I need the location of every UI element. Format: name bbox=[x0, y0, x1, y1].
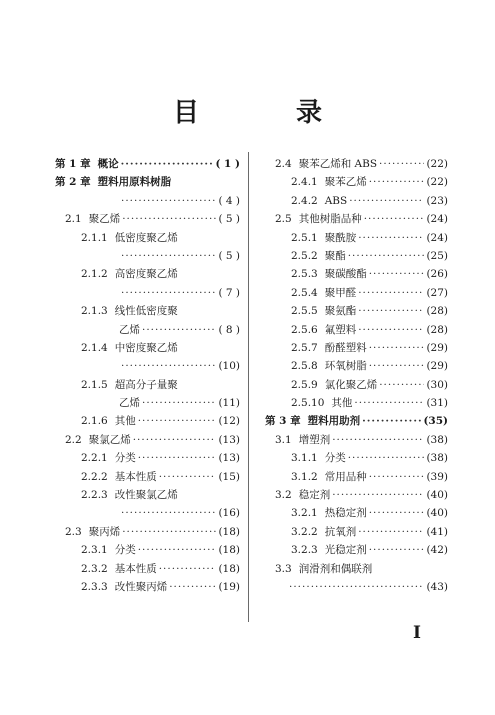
dot-leader bbox=[159, 468, 217, 486]
toc-entry-page: (13) bbox=[218, 433, 240, 446]
toc-entry-label: 聚甲醛 bbox=[324, 286, 357, 299]
toc-right-column bbox=[265, 155, 448, 596]
toc-entry-number: 2.5.2 bbox=[291, 249, 318, 262]
dot-leader bbox=[379, 376, 424, 394]
toc-entry bbox=[55, 376, 240, 394]
toc-entry-page: (25) bbox=[426, 249, 448, 262]
dot-leader bbox=[121, 357, 216, 375]
toc-entry-number: 2.2.2 bbox=[81, 470, 108, 483]
toc-entry-page: (40) bbox=[426, 489, 448, 502]
toc-entry bbox=[265, 578, 448, 596]
toc-entry-number: 2.5 bbox=[275, 213, 292, 226]
toc-entry bbox=[55, 302, 240, 320]
toc-entry-label: 氯化聚乙烯 bbox=[324, 378, 378, 391]
toc-entry-label: 聚乙烯 bbox=[88, 213, 121, 226]
toc-entry-number: 3.2.2 bbox=[291, 525, 318, 538]
dot-leader bbox=[349, 192, 424, 210]
toc-entry-page: (22) bbox=[426, 176, 448, 189]
toc-entry bbox=[55, 321, 240, 339]
toc-entry bbox=[265, 192, 448, 210]
toc-entry bbox=[265, 449, 448, 467]
toc-entry-label: 氟塑料 bbox=[324, 323, 357, 336]
toc-entry-page: ( 7 ) bbox=[218, 286, 240, 299]
dot-leader bbox=[122, 210, 216, 228]
toc-entry-label: 改性聚丙烯 bbox=[114, 580, 168, 593]
toc-entry bbox=[55, 247, 240, 265]
toc-entry-label: 塑料用原料树脂 bbox=[97, 176, 172, 189]
toc-entry-number: 2.5.7 bbox=[291, 341, 318, 354]
toc-entry-number: 2.1 bbox=[65, 213, 82, 226]
toc-entry bbox=[265, 486, 448, 504]
dot-leader bbox=[348, 449, 425, 467]
toc-entry-page: (29) bbox=[426, 341, 448, 354]
toc-entry-label: 高密度聚乙烯 bbox=[114, 268, 178, 281]
toc-entry-page: (18) bbox=[218, 525, 240, 538]
toc-entry-label: 环氧树脂 bbox=[324, 360, 367, 373]
toc-entry-page: (42) bbox=[426, 544, 448, 557]
toc-entry-page: (12) bbox=[218, 415, 240, 428]
toc-entry-label: 乙烯 bbox=[119, 323, 140, 336]
toc-entry-label: 聚苯乙烯 bbox=[324, 176, 367, 189]
toc-entry-page: ( 1 ) bbox=[215, 158, 240, 170]
toc-entry-page: (35) bbox=[423, 415, 448, 428]
toc-entry-label: 低密度聚乙烯 bbox=[114, 231, 178, 244]
toc-entry-number: 2.1.5 bbox=[81, 378, 108, 391]
toc-entry-number: 2.5.6 bbox=[291, 323, 318, 336]
toc-entry bbox=[265, 468, 448, 486]
dot-leader bbox=[364, 210, 425, 228]
page-number: I bbox=[413, 623, 421, 643]
toc-entry bbox=[55, 578, 240, 596]
toc-entry-label: 聚氨酯 bbox=[324, 305, 357, 318]
toc-entry-number: 3.3 bbox=[275, 562, 292, 575]
toc-entry-page: (18) bbox=[218, 544, 240, 557]
page-title: 目 录 bbox=[172, 98, 367, 128]
toc-entry-label: 聚酯 bbox=[324, 249, 346, 262]
toc-entry-label: 乙烯 bbox=[119, 397, 140, 410]
toc-entry-number: 3.2.1 bbox=[291, 507, 318, 520]
toc-entry-number: 2.5.5 bbox=[291, 305, 318, 318]
toc-entry bbox=[55, 284, 240, 302]
toc-entry-page: (18) bbox=[218, 562, 240, 575]
toc-entry bbox=[265, 339, 448, 357]
dot-leader bbox=[358, 229, 424, 247]
dot-leader bbox=[369, 339, 425, 357]
toc-entry-label: 其他 bbox=[114, 415, 136, 428]
toc-entry-number: 2.4.2 bbox=[291, 194, 318, 207]
toc-entry-label: 其他树脂品种 bbox=[298, 213, 362, 226]
toc-entry bbox=[265, 357, 448, 375]
dot-leader bbox=[138, 541, 217, 559]
toc-entry-page: (30) bbox=[426, 378, 448, 391]
toc-entry-number: 第 2 章 bbox=[55, 176, 91, 189]
toc-entry-number: 2.5.1 bbox=[291, 231, 318, 244]
toc-entry-number: 2.2.1 bbox=[81, 452, 108, 465]
toc-entry-label: 中密度聚乙烯 bbox=[114, 341, 178, 354]
toc-entry bbox=[55, 468, 240, 486]
dot-leader bbox=[369, 468, 425, 486]
toc-entry-number: 3.1.2 bbox=[291, 470, 318, 483]
dot-leader bbox=[121, 192, 216, 210]
toc-entry-label: 概论 bbox=[97, 158, 119, 170]
dot-leader bbox=[369, 265, 425, 283]
toc-entry-label: 其他 bbox=[331, 397, 353, 410]
toc-entry bbox=[265, 247, 448, 265]
dot-leader bbox=[121, 504, 216, 522]
toc-entry-page: (40) bbox=[426, 507, 448, 520]
toc-entry bbox=[265, 173, 448, 191]
dot-leader bbox=[121, 284, 216, 302]
toc-entry-page: ( 4 ) bbox=[218, 194, 240, 207]
toc-entry-number: 2.4 bbox=[275, 158, 292, 170]
toc-entry-label: 增塑剂 bbox=[298, 433, 331, 446]
toc-entry-page: (43) bbox=[426, 580, 448, 593]
toc-entry-label: 改性聚氯乙烯 bbox=[114, 489, 178, 502]
toc-entry-page: ( 5 ) bbox=[218, 249, 240, 262]
dot-leader bbox=[379, 155, 424, 173]
toc-entry-page: (13) bbox=[218, 452, 240, 465]
toc-entry-page: (11) bbox=[218, 397, 240, 410]
dot-leader bbox=[169, 578, 216, 596]
dot-leader bbox=[332, 486, 424, 504]
toc-entry-label: 热稳定剂 bbox=[324, 507, 367, 520]
toc-entry-page: (26) bbox=[426, 268, 448, 281]
toc-entry-page: (29) bbox=[426, 360, 448, 373]
toc-entry-label: 聚碳酸酯 bbox=[324, 268, 367, 281]
toc-entry-page: (38) bbox=[426, 452, 448, 465]
toc-entry-number: 2.5.8 bbox=[291, 360, 318, 373]
toc-entry-number: 2.5.4 bbox=[291, 286, 318, 299]
dot-leader bbox=[369, 357, 425, 375]
dot-leader bbox=[358, 523, 424, 541]
toc-entry-number: 2.5.10 bbox=[291, 397, 325, 410]
dot-leader bbox=[358, 284, 424, 302]
toc-left-column bbox=[55, 155, 240, 596]
toc-entry bbox=[265, 394, 448, 412]
toc-entry-label: 聚苯乙烯和 ABS bbox=[298, 158, 378, 170]
toc-entry-number: 2.1.2 bbox=[81, 268, 108, 281]
toc-entry-page: (23) bbox=[426, 194, 448, 207]
toc-entry bbox=[265, 504, 448, 522]
toc-entry-number: 2.4.1 bbox=[291, 176, 318, 189]
toc-entry bbox=[55, 229, 240, 247]
toc-entry bbox=[265, 210, 448, 228]
dot-leader bbox=[289, 578, 424, 596]
toc-entry-number: 3.1 bbox=[275, 433, 292, 446]
toc-entry-page: (15) bbox=[218, 470, 240, 483]
dot-leader bbox=[369, 541, 425, 559]
toc-entry-label: 聚氯乙烯 bbox=[88, 433, 131, 446]
dot-leader bbox=[358, 321, 424, 339]
toc-entry-number: 第 3 章 bbox=[265, 415, 301, 428]
toc-entry-number: 2.5.9 bbox=[291, 378, 318, 391]
dot-leader bbox=[354, 394, 424, 412]
toc-entry-number: 3.1.1 bbox=[291, 452, 318, 465]
toc-entry bbox=[265, 229, 448, 247]
toc-entry bbox=[265, 265, 448, 283]
toc-entry bbox=[55, 412, 240, 430]
column-divider bbox=[248, 152, 249, 622]
toc-entry bbox=[265, 376, 448, 394]
dot-leader bbox=[159, 560, 217, 578]
toc-entry-page: ( 5 ) bbox=[218, 213, 240, 226]
toc-entry bbox=[55, 192, 240, 210]
toc-entry bbox=[265, 155, 448, 173]
toc-entry-page: (38) bbox=[426, 433, 448, 446]
toc-entry-label: 酚醛塑料 bbox=[324, 341, 367, 354]
toc-entry-page: ( 8 ) bbox=[218, 323, 240, 336]
toc-entry bbox=[55, 265, 240, 283]
toc-entry-label: 稳定剂 bbox=[298, 489, 331, 502]
toc-entry-number: 2.2.3 bbox=[81, 489, 108, 502]
dot-leader bbox=[348, 247, 425, 265]
toc-entry-number: 2.3 bbox=[65, 525, 82, 538]
dot-leader bbox=[369, 173, 425, 191]
toc-entry-number: 2.3.3 bbox=[81, 580, 108, 593]
toc-entry-label: 分类 bbox=[114, 452, 136, 465]
toc-entry-number: 2.1.1 bbox=[81, 231, 108, 244]
toc-entry-page: (22) bbox=[426, 158, 448, 170]
toc-entry bbox=[55, 486, 240, 504]
toc-entry bbox=[265, 523, 448, 541]
dot-leader bbox=[138, 449, 217, 467]
toc-entry bbox=[55, 394, 240, 412]
toc-entry-label: 分类 bbox=[114, 544, 136, 557]
dot-leader bbox=[133, 431, 217, 449]
toc-entry-label: 润滑剂和偶联剂 bbox=[298, 562, 373, 575]
toc-entry bbox=[265, 560, 448, 578]
toc-entry bbox=[55, 504, 240, 522]
toc-entry-page: (41) bbox=[426, 525, 448, 538]
toc-entry bbox=[55, 560, 240, 578]
dot-leader bbox=[121, 155, 214, 173]
dot-leader bbox=[332, 431, 424, 449]
toc-entry-number: 2.1.4 bbox=[81, 341, 108, 354]
toc-entry-page: (27) bbox=[426, 286, 448, 299]
toc-entry-label: 塑料用助剂 bbox=[307, 415, 361, 428]
dot-leader bbox=[138, 412, 217, 430]
toc-entry-number: 2.1.3 bbox=[81, 305, 108, 318]
toc-entry bbox=[265, 321, 448, 339]
toc-entry bbox=[265, 284, 448, 302]
toc-entry bbox=[55, 339, 240, 357]
toc-entry bbox=[55, 173, 240, 191]
toc-entry-label: 抗氧剂 bbox=[324, 525, 357, 538]
toc-entry-label: ABS bbox=[324, 194, 348, 207]
toc-entry-number: 2.1.6 bbox=[81, 415, 108, 428]
toc-entry-label: 聚酰胺 bbox=[324, 231, 357, 244]
toc-entry-label: 聚丙烯 bbox=[88, 525, 121, 538]
toc-entry-page: (31) bbox=[426, 397, 448, 410]
dot-leader bbox=[121, 247, 216, 265]
dot-leader bbox=[369, 504, 425, 522]
toc-entry-page: (10) bbox=[218, 360, 240, 373]
toc-entry-number: 3.2 bbox=[275, 489, 292, 502]
toc-entry bbox=[55, 523, 240, 541]
toc-entry-label: 超高分子量聚 bbox=[114, 378, 178, 391]
toc-entry-label: 线性低密度聚 bbox=[114, 305, 178, 318]
toc-entry-page: (28) bbox=[426, 323, 448, 336]
toc-entry-number: 3.2.3 bbox=[291, 544, 318, 557]
dot-leader bbox=[122, 523, 216, 541]
toc-entry-label: 常用品种 bbox=[324, 470, 367, 483]
dot-leader bbox=[362, 412, 421, 430]
toc-entry-page: (19) bbox=[218, 580, 240, 593]
toc-entry bbox=[55, 155, 240, 173]
dot-leader bbox=[358, 302, 424, 320]
toc-entry-page: (28) bbox=[426, 305, 448, 318]
toc-entry-number: 第 1 章 bbox=[55, 158, 91, 170]
toc-entry-label: 光稳定剂 bbox=[324, 544, 367, 557]
toc-entry-page: (39) bbox=[426, 470, 448, 483]
toc-entry bbox=[55, 431, 240, 449]
dot-leader bbox=[142, 394, 216, 412]
toc-entry bbox=[265, 412, 448, 430]
toc-entry bbox=[55, 541, 240, 559]
toc-entry-number: 2.3.2 bbox=[81, 562, 108, 575]
toc-entry bbox=[265, 302, 448, 320]
toc-entry bbox=[265, 541, 448, 559]
toc-entry-page: (16) bbox=[218, 507, 240, 520]
toc-entry-label: 基本性质 bbox=[114, 470, 157, 483]
dot-leader bbox=[142, 321, 216, 339]
toc-entry-number: 2.3.1 bbox=[81, 544, 108, 557]
toc-entry-number: 2.5.3 bbox=[291, 268, 318, 281]
toc-entry-page: (24) bbox=[426, 231, 448, 244]
toc-entry-page: (24) bbox=[426, 213, 448, 226]
toc-entry bbox=[55, 357, 240, 375]
toc-entry-label: 分类 bbox=[324, 452, 346, 465]
toc-entry bbox=[265, 431, 448, 449]
toc-entry-label: 基本性质 bbox=[114, 562, 157, 575]
toc-entry bbox=[55, 210, 240, 228]
toc-entry bbox=[55, 449, 240, 467]
toc-entry-number: 2.2 bbox=[65, 433, 82, 446]
